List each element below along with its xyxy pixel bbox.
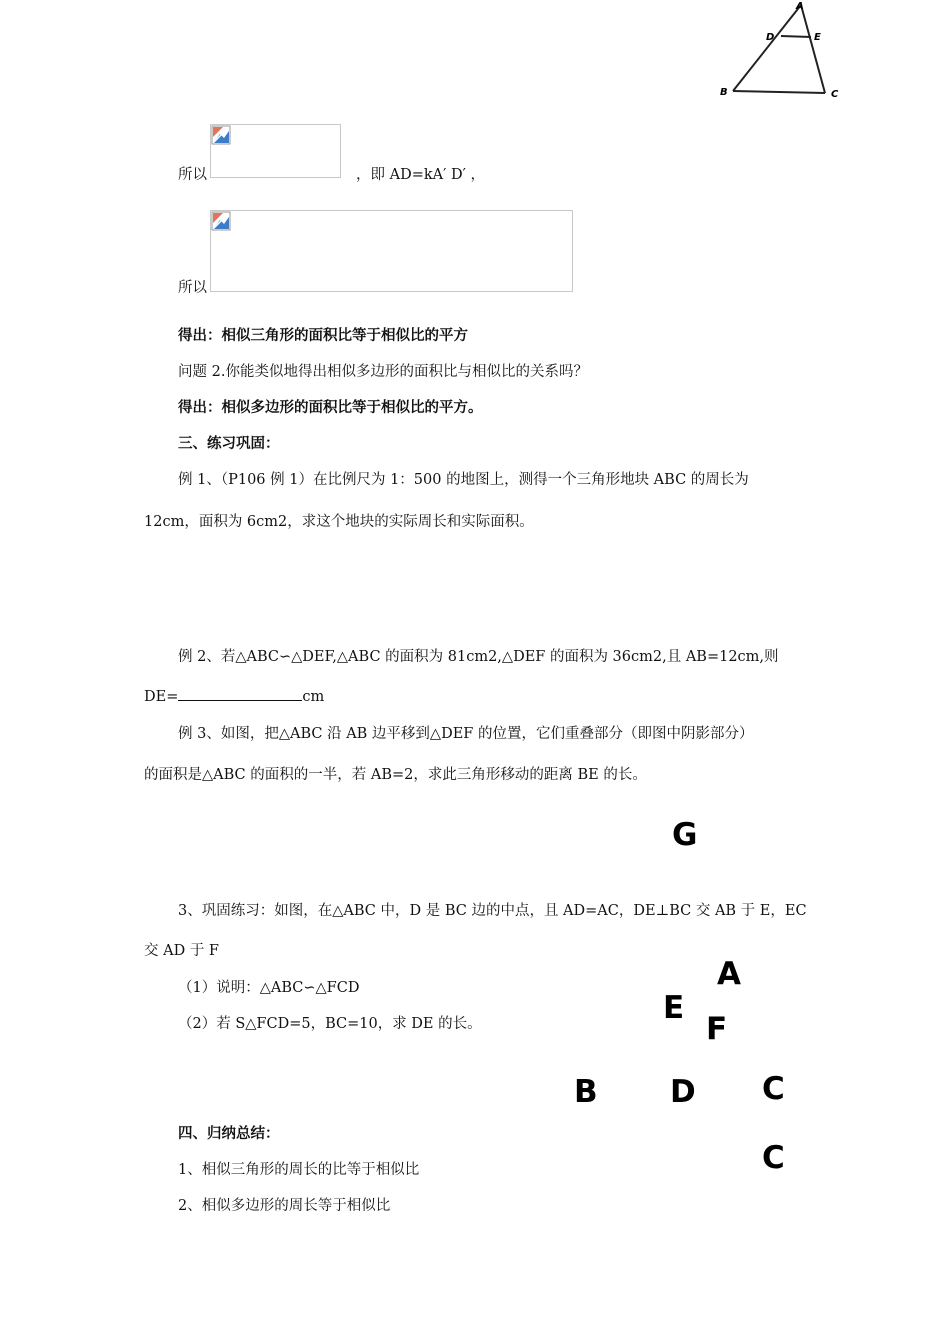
label-a: A bbox=[796, 1, 804, 12]
figure-letter-d: D bbox=[670, 1074, 696, 1110]
formula-image-1 bbox=[210, 124, 341, 178]
broken-image-icon bbox=[211, 125, 231, 145]
example-3-line-1: 例 3、如图，把△ABC 沿 AB 边平移到△DEF 的位置，它们重叠部分（即图中阴影部分） bbox=[178, 726, 754, 742]
side-ab bbox=[733, 5, 801, 91]
label-c: C bbox=[831, 89, 839, 100]
figure-letter-a: A bbox=[717, 956, 741, 992]
so-line-2-prefix: 所以 bbox=[178, 280, 207, 296]
side-ac bbox=[801, 5, 825, 93]
broken-image-icon bbox=[211, 211, 231, 231]
so-line-1-prefix: 所以 bbox=[178, 167, 207, 183]
example-1-line-2: 12cm，面积为 6cm2，求这个地块的实际周长和实际面积。 bbox=[144, 514, 534, 530]
segment-de bbox=[781, 36, 811, 37]
figure-letter-b: B bbox=[574, 1074, 598, 1110]
label-b: B bbox=[720, 87, 728, 98]
consolidation-line-1: 3、巩固练习：如图，在△ABC 中，D 是 BC 边的中点，且 AD=AC，DE⊥BC 交 AB 于 E，EC bbox=[178, 903, 807, 919]
consolidation-line-2: 交 AD 于 F bbox=[144, 943, 219, 959]
label-e: E bbox=[814, 32, 821, 43]
figure-letter-c-2: C bbox=[762, 1140, 785, 1176]
figure-letter-c-1: C bbox=[762, 1071, 785, 1107]
example-2-suffix: cm bbox=[302, 689, 325, 705]
so-line-1-suffix: ，即 AD=kA′ D′ ， bbox=[356, 167, 486, 183]
figure-letter-e: E bbox=[663, 990, 685, 1026]
summary-item-2: 2、相似多边形的周长等于相似比 bbox=[178, 1198, 391, 1214]
example-2-line-2 bbox=[144, 686, 324, 705]
triangle-figure bbox=[712, 0, 852, 104]
label-d: D bbox=[766, 32, 775, 43]
figure-letter-g: G bbox=[672, 817, 698, 853]
example-3-line-2: 的面积是△ABC 的面积的一半，若 AB=2，求此三角形移动的距离 BE 的长。 bbox=[144, 767, 647, 783]
formula-image-2 bbox=[210, 210, 573, 292]
consolidation-item-1: （1）说明：△ABC∽△FCD bbox=[178, 980, 360, 996]
summary-item-1: 1、相似三角形的周长的比等于相似比 bbox=[178, 1162, 420, 1178]
triangle-figure-svg bbox=[712, 0, 852, 104]
example-2-line-1: 例 2、若△ABC∽△DEF,△ABC 的面积为 81cm2,△DEF 的面积为 36cm2,且 AB=12cm,则 bbox=[178, 649, 779, 665]
example-1-line-1: 例 1、（P106 例 1）在比例尺为 1：500 的地图上，测得一个三角形地块 ABC 的周长为 bbox=[178, 472, 749, 488]
figure-letter-f: F bbox=[706, 1011, 728, 1047]
conclusion-2: 得出：相似多边形的面积比等于相似比的平方。 bbox=[178, 400, 483, 416]
section-4-title: 四、归纳总结： bbox=[178, 1126, 280, 1142]
conclusion-1: 得出：相似三角形的面积比等于相似比的平方 bbox=[178, 328, 468, 344]
section-3-title: 三、练习巩固： bbox=[178, 436, 280, 452]
consolidation-item-2: （2）若 S△FCD=5，BC=10，求 DE 的长。 bbox=[178, 1016, 482, 1032]
example-2-prefix: DE= bbox=[144, 689, 179, 705]
answer-blank[interactable] bbox=[178, 686, 302, 701]
question-2: 问题 2.你能类似地得出相似多边形的面积比与相似比的关系吗？ bbox=[178, 364, 588, 380]
side-bc bbox=[733, 91, 825, 93]
